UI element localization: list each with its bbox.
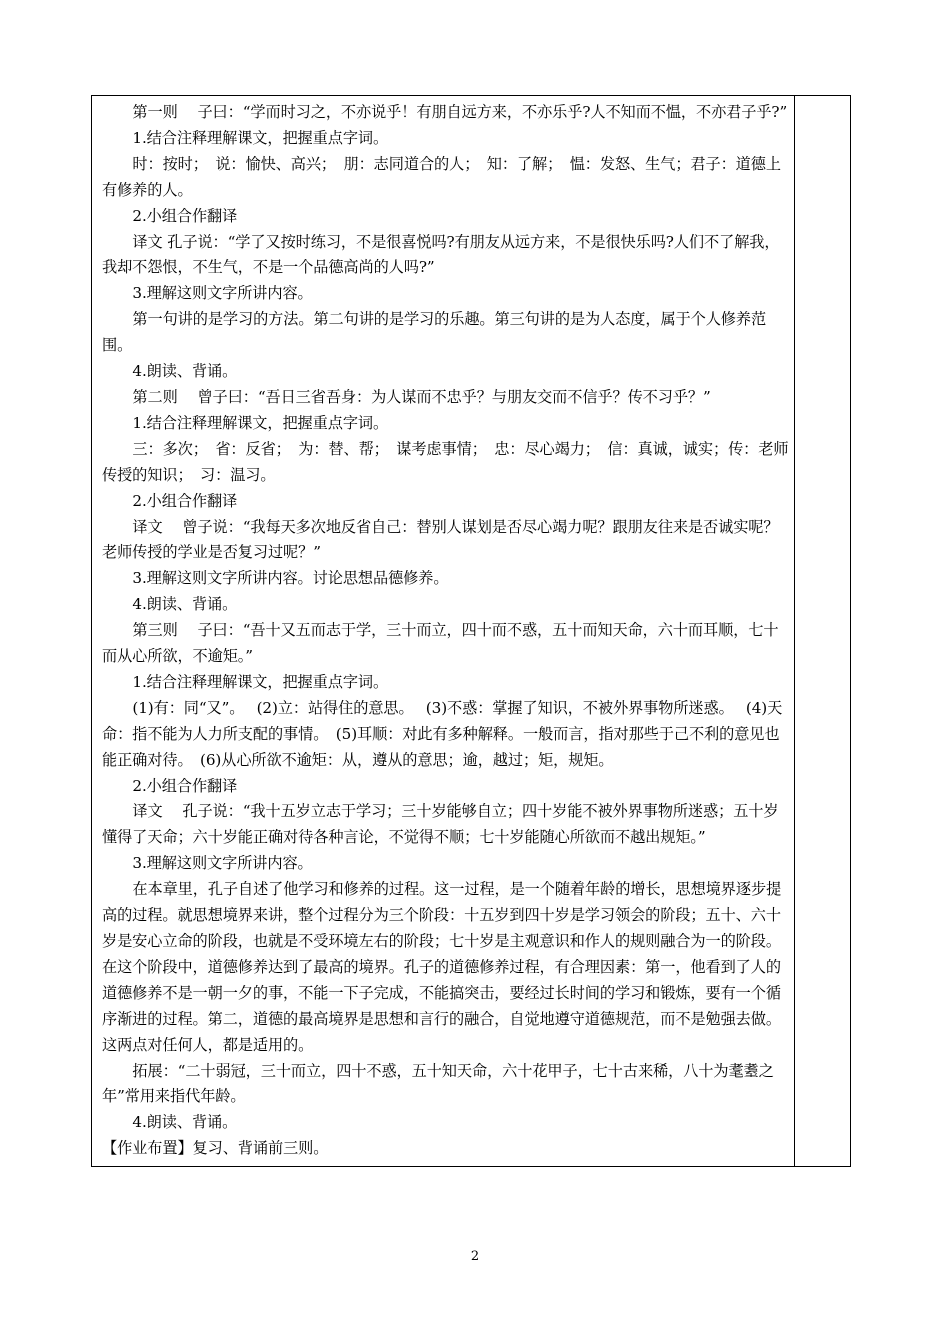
paragraph: 2.小组合作翻译 xyxy=(132,206,238,225)
lesson-content xyxy=(102,100,792,1162)
paragraph: 三：多次； 省：反省； 为：替、帮； 谋考虑事情； 忠：尽心竭力； 信：真诚，诚实；传：老师传授的知识； 习：温习。 xyxy=(102,439,789,484)
paragraph: 时：按时； 说：愉快、高兴； 朋：志同道合的人； 知：了解； 愠：发怒、生气；君子：道德上有修养的人。 xyxy=(102,154,781,199)
paragraph: 第二则 曾子曰：“吾日三省吾身：为人谋而不忠乎？与朋友交而不信乎？传不习乎？” xyxy=(132,387,711,406)
paragraph: 4.朗读、背诵。 xyxy=(132,595,238,614)
paragraph: 1.结合注释理解课文，把握重点字词。 xyxy=(132,413,389,432)
lesson-table xyxy=(91,95,851,1167)
paragraph: 3.理解这则文字所讲内容。 xyxy=(132,284,313,303)
paragraph: 译文 曾子说：“我每天多次地反省自己：替别人谋划是否尽心竭力呢？跟朋友往来是否诚实呢？老师传授的学业是否复习过呢？” xyxy=(102,517,779,562)
paragraph: (1)有：同“又”。 (2)立：站得住的意思。 (3)不惑：掌握了知识，不被外界事物所迷惑。 (4)天命：指不能为人力所支配的事情。 (5)耳顺：对此有多种解释。一般而言，指对那些于己不利的意见也能正确对待。 (6)从心所欲不逾矩：从，遵从的意思；逾，越过；矩，规矩。 xyxy=(102,698,783,769)
paragraph: 译文 孔子说：“学了又按时练习，不是很喜悦吗?有朋友从远方来，不是很快乐吗?人们不了解我，我却不怨恨，不生气，不是一个品德高尚的人吗?” xyxy=(102,232,780,277)
paragraph: 3.理解这则文字所讲内容。 xyxy=(132,854,313,873)
paragraph: 1.结合注释理解课文，把握重点字词。 xyxy=(132,672,389,691)
notes-column xyxy=(794,96,795,1166)
paragraph: 第一则 子曰：“学而时习之，不亦说乎！有朋自远方来，不亦乐乎?人不知而不愠，不亦君子乎?” xyxy=(132,103,788,121)
paragraph: 3.理解这则文字所讲内容。讨论思想品德修养。 xyxy=(132,569,449,588)
paragraph: 4.朗读、背诵。 xyxy=(132,1113,238,1132)
paragraph: 译文 孔子说：“我十五岁立志于学习；三十岁能够自立；四十岁能不被外界事物所迷惑；五十岁懂得了天命；六十岁能正确对待各种言论，不觉得不顺；七十岁能随心所欲而不越出规矩。” xyxy=(102,802,779,847)
paragraph: 1.结合注释理解课文，把握重点字词。 xyxy=(132,128,389,147)
paragraph: 第三则 子曰：“吾十又五而志于学，三十而立，四十而不惑，五十而知天命，六十而耳顺，七十而从心所欲，不逾矩。” xyxy=(102,621,779,666)
paragraph: 第一句讲的是学习的方法。第二句讲的是学习的乐趣。第三句讲的是为人态度，属于个人修养范围。 xyxy=(102,310,767,355)
paragraph: 在本章里，孔子自述了他学习和修养的过程。这一过程，是一个随着年龄的增长，思想境界逐步提高的过程。就思想境界来讲，整个过程分为三个阶段：十五岁到四十岁是学习领会的阶段；五十、六十岁是安心立命的阶段，也就是不受环境左右的阶段；七十岁是主观意识和作人的规则融合为一的阶段。在这个阶段中，道德修养达到了最高的境界。孔子的道德修养过程，有合理因素：第一，他看到了人的道德修养不是一朝一夕的事，不能一下子完成，不能搞突击，要经过长时间的学习和锻炼，要有一个循序渐进的过程。第二，道德的最高境界是思想和言行的融合，自觉地遵守道德规范，而不是勉强去做。这两点对任何人，都是适用的。 xyxy=(102,880,782,1054)
paragraph: 2.小组合作翻译 xyxy=(132,491,238,510)
homework-line: 【作业布置】复习、背诵前三则。 xyxy=(102,1139,329,1158)
paragraph: 2.小组合作翻译 xyxy=(132,776,238,795)
page-number: 2 xyxy=(470,1249,480,1264)
paragraph: 4.朗读、背诵。 xyxy=(132,362,238,381)
paragraph: 拓展：“二十弱冠，三十而立，四十不惑，五十知天命，六十花甲子，七十古来稀，八十为耄耋之年”常用来指代年龄。 xyxy=(102,1061,774,1106)
